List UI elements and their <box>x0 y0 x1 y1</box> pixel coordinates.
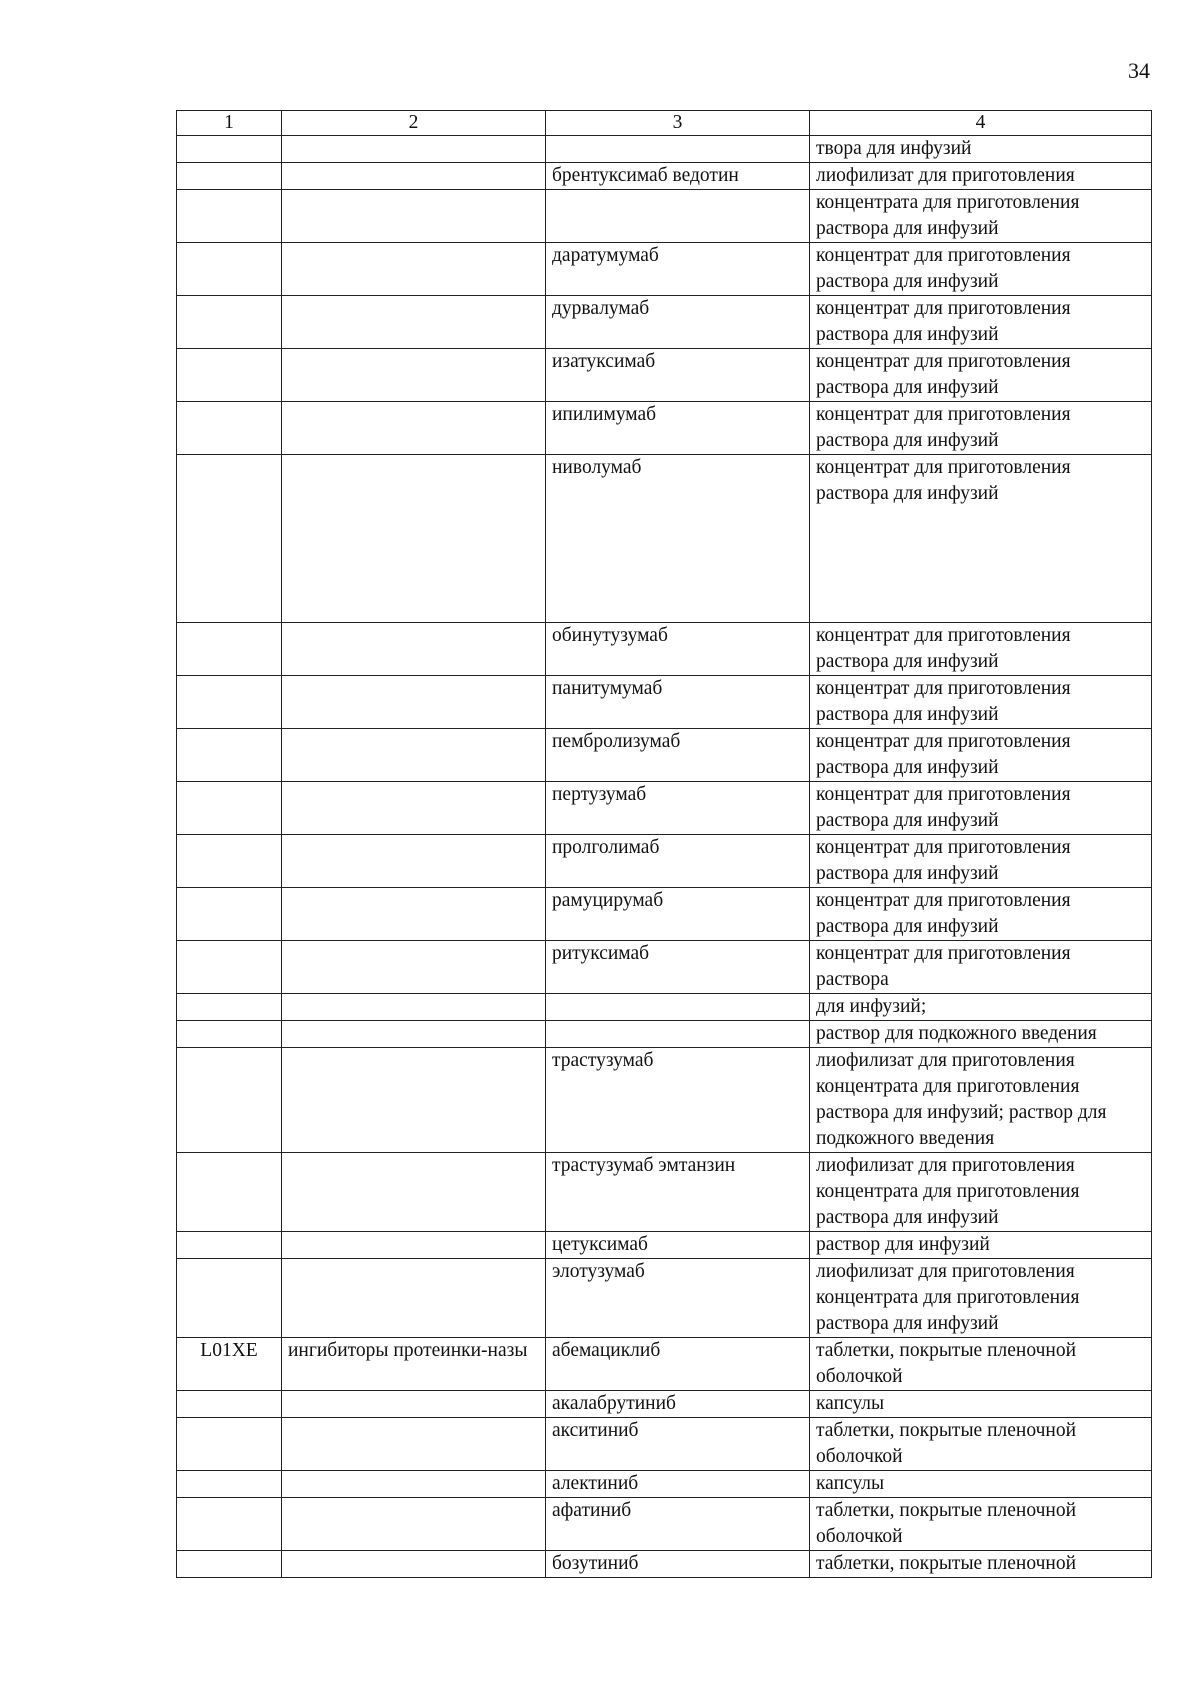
table-row <box>177 835 1152 888</box>
dosage-form-cell: твора для инфузий <box>810 136 1152 163</box>
group-name-cell <box>282 888 546 941</box>
drug-name-cell <box>546 994 810 1021</box>
table-row <box>177 1471 1152 1498</box>
atc-code-cell <box>177 190 282 243</box>
group-name-cell <box>282 1232 546 1259</box>
table-row <box>177 676 1152 729</box>
atc-code-cell <box>177 1418 282 1471</box>
table-row <box>177 1259 1152 1338</box>
group-name-cell <box>282 1498 546 1551</box>
atc-code-cell <box>177 1153 282 1232</box>
dosage-form-cell: концентрат для приготовления раствора для инфузий <box>810 835 1152 888</box>
drug-name-cell: алектиниб <box>546 1471 810 1498</box>
drug-table <box>176 110 1152 1578</box>
drug-name-cell: дурвалумаб <box>546 296 810 349</box>
group-name-cell <box>282 296 546 349</box>
atc-code-cell <box>177 888 282 941</box>
group-name-cell <box>282 1153 546 1232</box>
page-number: 34 <box>1128 58 1150 83</box>
drug-name-cell: элотузумаб <box>546 1259 810 1338</box>
group-name-cell <box>282 402 546 455</box>
atc-code-cell <box>177 676 282 729</box>
atc-code-cell <box>177 1498 282 1551</box>
table-row <box>177 1048 1152 1153</box>
atc-code-cell <box>177 782 282 835</box>
atc-code-cell <box>177 1021 282 1048</box>
drug-name-cell: цетуксимаб <box>546 1232 810 1259</box>
table-row <box>177 729 1152 782</box>
drug-name-cell: абемациклиб <box>546 1338 810 1391</box>
atc-code-cell <box>177 163 282 190</box>
drug-name-cell: ниволумаб <box>546 455 810 623</box>
table-row <box>177 455 1152 623</box>
drug-name-cell: акситиниб <box>546 1418 810 1471</box>
dosage-form-cell: концентрат для приготовления раствора для инфузий <box>810 243 1152 296</box>
table-row <box>177 402 1152 455</box>
dosage-form-cell: концентрат для приготовления раствора для инфузий <box>810 729 1152 782</box>
dosage-form-cell: лиофилизат для приготовления концентрата для приготовления раствора для инфузий; раствор для подкожного введения <box>810 1048 1152 1153</box>
table-row <box>177 623 1152 676</box>
group-name-cell <box>282 190 546 243</box>
group-name-cell <box>282 623 546 676</box>
atc-code-cell <box>177 455 282 623</box>
table-row <box>177 782 1152 835</box>
table-row <box>177 1391 1152 1418</box>
dosage-form-cell: концентрат для приготовления раствора для инфузий <box>810 888 1152 941</box>
table-body <box>177 136 1152 1578</box>
group-name-cell <box>282 243 546 296</box>
table-row <box>177 296 1152 349</box>
dosage-form-cell: концентрат для приготовления раствора для инфузий <box>810 782 1152 835</box>
table-row <box>177 1338 1152 1391</box>
table-row <box>177 1498 1152 1551</box>
atc-code-cell <box>177 623 282 676</box>
dosage-form-cell: концентрат для приготовления раствора для инфузий <box>810 676 1152 729</box>
drug-name-cell: афатиниб <box>546 1498 810 1551</box>
dosage-form-cell: концентрат для приготовления раствора <box>810 941 1152 994</box>
dosage-form-cell: лиофилизат для приготовления концентрата для приготовления раствора для инфузий <box>810 1259 1152 1338</box>
table-row <box>177 1418 1152 1471</box>
drug-name-cell: рамуцирумаб <box>546 888 810 941</box>
table-row <box>177 136 1152 163</box>
group-name-cell <box>282 1418 546 1471</box>
table-row <box>177 1551 1152 1578</box>
table-row <box>177 243 1152 296</box>
atc-code-cell <box>177 1551 282 1578</box>
dosage-form-cell: таблетки, покрытые пленочной оболочкой <box>810 1498 1152 1551</box>
drug-name-cell <box>546 1021 810 1048</box>
dosage-form-cell: концентрат для приготовления раствора для инфузий <box>810 349 1152 402</box>
atc-code-cell <box>177 402 282 455</box>
group-name-cell <box>282 1259 546 1338</box>
atc-code-cell <box>177 136 282 163</box>
table-row <box>177 994 1152 1021</box>
table-row <box>177 349 1152 402</box>
dosage-form-cell: концентрат для приготовления раствора для инфузий <box>810 623 1152 676</box>
drug-name-cell: обинутузумаб <box>546 623 810 676</box>
dosage-form-cell: капсулы <box>810 1391 1152 1418</box>
drug-name-cell <box>546 136 810 163</box>
table-row <box>177 941 1152 994</box>
dosage-form-cell: лиофилизат для приготовления <box>810 163 1152 190</box>
table-row <box>177 163 1152 190</box>
drug-name-cell: бозутиниб <box>546 1551 810 1578</box>
group-name-cell <box>282 1391 546 1418</box>
dosage-form-cell: для инфузий; <box>810 994 1152 1021</box>
drug-name-cell: акалабрутиниб <box>546 1391 810 1418</box>
column-header: 1 <box>177 111 282 136</box>
group-name-cell <box>282 1551 546 1578</box>
atc-code-cell <box>177 835 282 888</box>
atc-code-cell <box>177 994 282 1021</box>
group-name-cell <box>282 1048 546 1153</box>
group-name-cell <box>282 941 546 994</box>
group-name-cell <box>282 835 546 888</box>
drug-name-cell: трастузумаб <box>546 1048 810 1153</box>
table-header-row <box>177 111 1152 136</box>
dosage-form-cell: таблетки, покрытые пленочной оболочкой <box>810 1418 1152 1471</box>
dosage-form-cell: концентрат для приготовления раствора для инфузий <box>810 296 1152 349</box>
table-row <box>177 190 1152 243</box>
dosage-form-cell: таблетки, покрытые пленочной оболочкой <box>810 1338 1152 1391</box>
drug-name-cell: панитумумаб <box>546 676 810 729</box>
atc-code-cell <box>177 941 282 994</box>
drug-name-cell: ритуксимаб <box>546 941 810 994</box>
atc-code-cell <box>177 243 282 296</box>
drug-name-cell: пембролизумаб <box>546 729 810 782</box>
group-name-cell <box>282 163 546 190</box>
dosage-form-cell: капсулы <box>810 1471 1152 1498</box>
drug-name-cell: ипилимумаб <box>546 402 810 455</box>
atc-code-cell <box>177 1259 282 1338</box>
group-name-cell <box>282 455 546 623</box>
atc-code-cell <box>177 1471 282 1498</box>
group-name-cell <box>282 1021 546 1048</box>
column-header: 4 <box>810 111 1152 136</box>
atc-code-cell: L01XE <box>177 1338 282 1391</box>
drug-name-cell: даратумумаб <box>546 243 810 296</box>
dosage-form-cell: концентрат для приготовления раствора для инфузий <box>810 455 1152 623</box>
atc-code-cell <box>177 729 282 782</box>
drug-name-cell: изатуксимаб <box>546 349 810 402</box>
atc-code-cell <box>177 1232 282 1259</box>
dosage-form-cell: лиофилизат для приготовления концентрата для приготовления раствора для инфузий <box>810 1153 1152 1232</box>
drug-name-cell: трастузумаб эмтанзин <box>546 1153 810 1232</box>
dosage-form-cell: концентрат для приготовления раствора для инфузий <box>810 402 1152 455</box>
group-name-cell <box>282 782 546 835</box>
group-name-cell <box>282 1471 546 1498</box>
group-name-cell <box>282 676 546 729</box>
drug-name-cell: брентуксимаб ведотин <box>546 163 810 190</box>
atc-code-cell <box>177 349 282 402</box>
dosage-form-cell: концентрата для приготовления раствора для инфузий <box>810 190 1152 243</box>
table-row <box>177 1021 1152 1048</box>
group-name-cell <box>282 136 546 163</box>
group-name-cell <box>282 994 546 1021</box>
table-row <box>177 888 1152 941</box>
drug-name-cell: пролголимаб <box>546 835 810 888</box>
atc-code-cell <box>177 1391 282 1418</box>
group-name-cell: ингибиторы протеинки-назы <box>282 1338 546 1391</box>
group-name-cell <box>282 349 546 402</box>
group-name-cell <box>282 729 546 782</box>
column-header: 2 <box>282 111 546 136</box>
dosage-form-cell: раствор для инфузий <box>810 1232 1152 1259</box>
dosage-form-cell: раствор для подкожного введения <box>810 1021 1152 1048</box>
table-row <box>177 1153 1152 1232</box>
atc-code-cell <box>177 296 282 349</box>
column-header: 3 <box>546 111 810 136</box>
table-row <box>177 1232 1152 1259</box>
drug-name-cell: пертузумаб <box>546 782 810 835</box>
dosage-form-cell: таблетки, покрытые пленочной <box>810 1551 1152 1578</box>
drug-name-cell <box>546 190 810 243</box>
atc-code-cell <box>177 1048 282 1153</box>
